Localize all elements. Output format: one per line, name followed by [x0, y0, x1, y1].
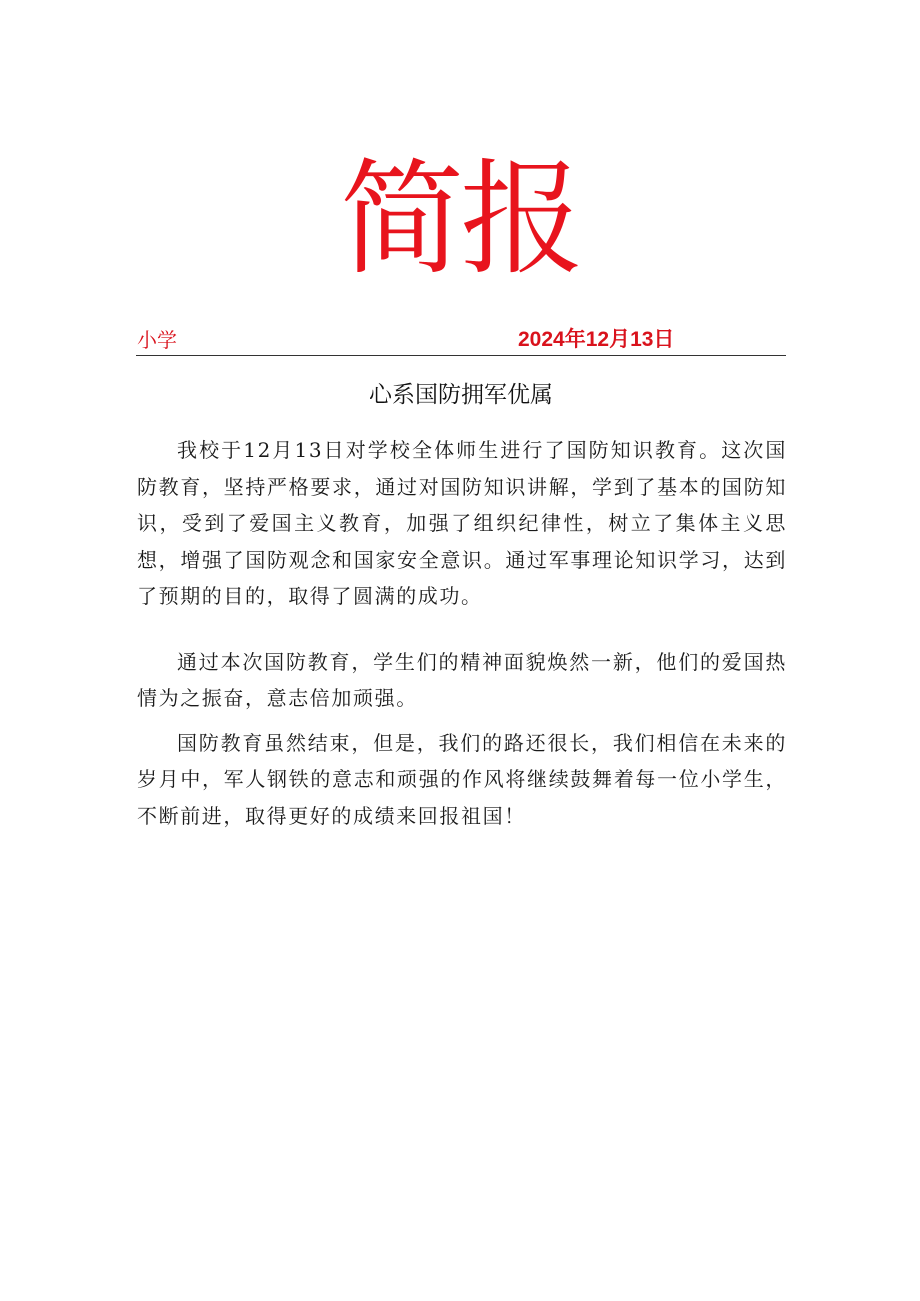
- article-body: [137, 432, 787, 834]
- bulletin-masthead: 简报: [339, 148, 580, 292]
- header-divider: [136, 355, 786, 356]
- article-paragraph-2: 通过本次国防教育，学生们的精神面貌焕然一新，他们的爱国热情为之振奋，意志倍加顽强。: [137, 649, 787, 710]
- bulletin-meta-row: [137, 326, 787, 354]
- issuing-organization: 小学: [137, 328, 177, 352]
- article-paragraph-3: 国防教育虽然结束，但是，我们的路还很长，我们相信在未来的岁月中，军人钢铁的意志和顽强的作风将继续鼓舞着每一位小学生，不断前进，取得更好的成绩来回报祖国！: [137, 730, 787, 828]
- issue-date: 2024年12月13日: [518, 328, 675, 351]
- article-title: 心系国防拥军优属: [369, 382, 553, 408]
- article-paragraph-1: 我校于12月13日对学校全体师生进行了国防知识教育。这次国防教育，坚持严格要求，通过对国防知识讲解，学到了基本的国防知识，受到了爱国主义教育，加强了组织纪律性，树立了集体主义思想，增强了国防观念和国家安全意识。通过军事理论知识学习，达到了预期的目的，取得了圆满的成功。: [137, 438, 787, 608]
